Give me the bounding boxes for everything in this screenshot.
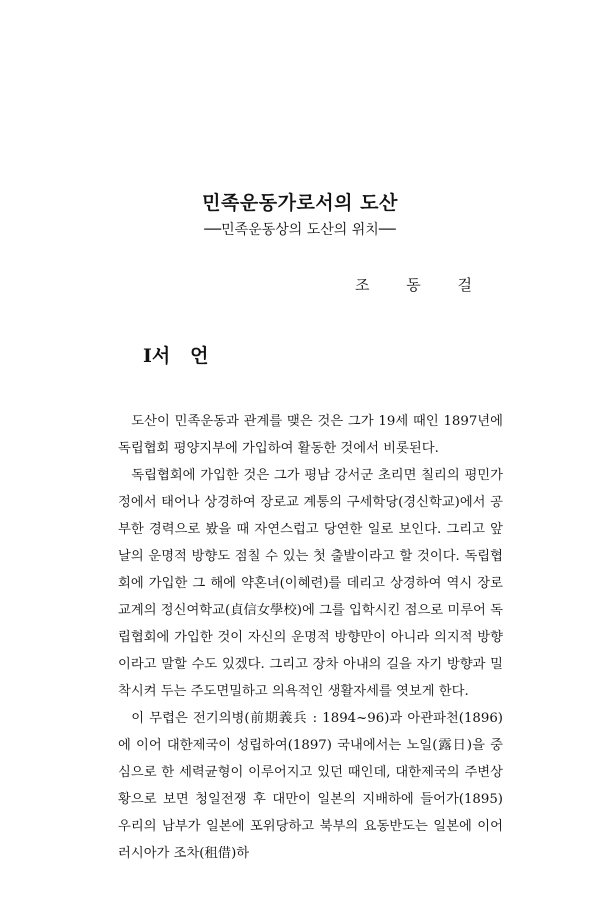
paragraph: 도산이 민족운동과 관계를 맺은 것은 그가 19세 때인 1897년에 독립협회 평양지부에 가입하여 활동한 것에서 비롯된다.	[118, 414, 503, 456]
article-subtitle: ──민족운동상의 도산의 위치──	[204, 222, 396, 238]
paragraph: 이 무렵은 전기의병(前期義兵 : 1894~96)과 아관파천(1896)에 이어 대한제국이 성립하여(1897) 국내에서는 노일(露日)을 중심으로 한 세력균형이 이루어지고 있던 때인데, 대한제국의 주변상황으로 보면 청일전쟁 후 대만이 일본의 지배하에 들어가(1895) 우리의 남부가 일본에 포위당하고 북부의 요동반도는 일본에 이어 러시아가 조차(租借)하	[118, 711, 503, 861]
paragraph: 독립협회에 가입한 것은 그가 평남 강서군 초리면 칠리의 평민가정에서 태어나 상경하여 장로교 계통의 구세학당(경신학교)에서 공부한 경력으로 봤을 때 자연스럽고 당연한 일로 보인다. 그리고 앞날의 운명적 방향도 점칠 수 있는 첫 출발이라고 할 것이다. 독립협회에 가입한 그 해에 약혼녀(이혜련)를 데리고 상경하여 역시 장로교계의 정신여학교(貞信女學校)에 그를 입학시킨 점으로 미루어 독립협회에 가입한 것이 자신의 운명적 방향만이 아니라 의지적 방향이라고 말할 수도 있겠다. 그리고 장차 아내의 길을 자기 방향과 밀착시켜 두는 주도면밀하고 의욕적인 생활자세를 엿보게 한다.	[118, 468, 503, 699]
article-title: 민족운동가로서의 도산	[202, 192, 398, 214]
article-body	[118, 408, 503, 867]
author-name: 조 동 걸	[354, 276, 488, 294]
section-heading: I서 언	[143, 345, 209, 367]
